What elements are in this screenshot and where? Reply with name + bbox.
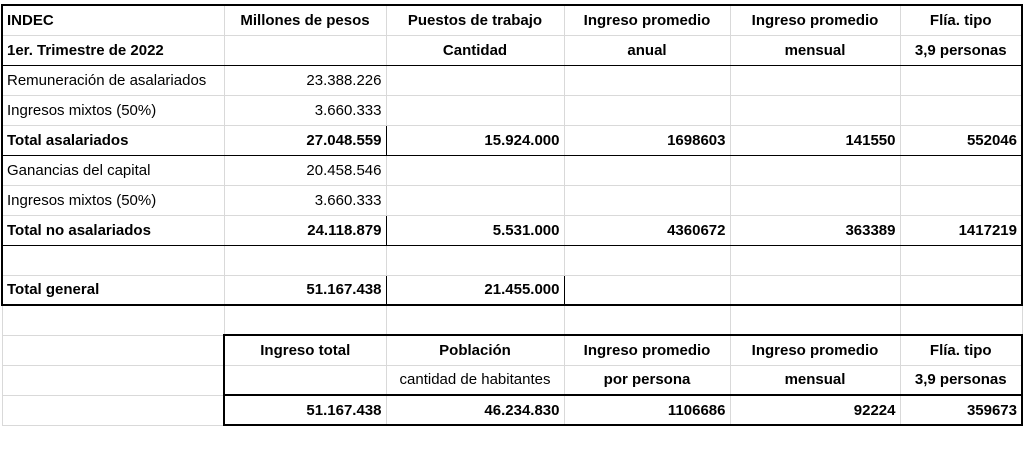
table-row: [2, 215, 1022, 245]
bottom-value-flia[interactable]: 359673: [900, 395, 1022, 425]
bottom-header-flia[interactable]: Flía. tipo: [900, 335, 1022, 365]
cell-empty[interactable]: [730, 275, 900, 305]
table-row: [2, 305, 1022, 335]
cell-empty[interactable]: [564, 155, 730, 185]
cell-millones[interactable]: 20.458.546: [224, 155, 386, 185]
cell-empty[interactable]: [900, 305, 1022, 335]
cell-empty[interactable]: [730, 245, 900, 275]
cell-empty[interactable]: [900, 275, 1022, 305]
table-row: [2, 95, 1022, 125]
row-label[interactable]: Total asalariados: [2, 125, 224, 155]
bottom-header-row: [2, 335, 1022, 365]
cell-empty[interactable]: [386, 305, 564, 335]
bottom-value-por-persona[interactable]: 1106686: [564, 395, 730, 425]
cell-empty[interactable]: [2, 395, 224, 425]
cell-empty[interactable]: [730, 185, 900, 215]
cell-millones[interactable]: 3.660.333: [224, 95, 386, 125]
cell-empty[interactable]: [2, 245, 224, 275]
cell-flia[interactable]: 1417219: [900, 215, 1022, 245]
table-row: [2, 245, 1022, 275]
bottom-value-mensual[interactable]: 92224: [730, 395, 900, 425]
cell-empty[interactable]: [224, 305, 386, 335]
cell-empty[interactable]: [2, 335, 224, 365]
subheader-anual[interactable]: anual: [564, 35, 730, 65]
cell-empty[interactable]: [564, 95, 730, 125]
subheader-row: [2, 35, 1022, 65]
bottom-subheader-row: [2, 365, 1022, 395]
cell-millones[interactable]: 51.167.438: [224, 275, 386, 305]
row-label[interactable]: Ingresos mixtos (50%): [2, 185, 224, 215]
col-header-ingreso-anual[interactable]: Ingreso promedio: [564, 5, 730, 35]
cell-millones[interactable]: 27.048.559: [224, 125, 386, 155]
cell-millones[interactable]: 3.660.333: [224, 185, 386, 215]
cell-millones[interactable]: 24.118.879: [224, 215, 386, 245]
cell-empty[interactable]: [900, 95, 1022, 125]
cell-empty[interactable]: [386, 65, 564, 95]
bottom-value-ingreso-total[interactable]: 51.167.438: [224, 395, 386, 425]
bottom-subheader-ingreso-total[interactable]: [224, 365, 386, 395]
cell-empty[interactable]: [386, 245, 564, 275]
cell-empty[interactable]: [2, 305, 224, 335]
bottom-values-row: [2, 395, 1022, 425]
cell-empty[interactable]: [386, 155, 564, 185]
table-row: [2, 125, 1022, 155]
cell-empty[interactable]: [900, 245, 1022, 275]
data-table: [1, 4, 1023, 426]
table-row: [2, 65, 1022, 95]
table-row: [2, 275, 1022, 305]
cell-empty[interactable]: [386, 185, 564, 215]
cell-empty[interactable]: [730, 95, 900, 125]
cell-puestos[interactable]: 15.924.000: [386, 125, 564, 155]
cell-empty[interactable]: [224, 245, 386, 275]
row-label[interactable]: Ingresos mixtos (50%): [2, 95, 224, 125]
cell-empty[interactable]: [900, 185, 1022, 215]
cell-empty[interactable]: [564, 65, 730, 95]
row-label[interactable]: Ganancias del capital: [2, 155, 224, 185]
cell-empty[interactable]: [2, 365, 224, 395]
cell-empty[interactable]: [730, 305, 900, 335]
cell-empty[interactable]: [900, 155, 1022, 185]
cell-empty[interactable]: [564, 305, 730, 335]
cell-anual[interactable]: 4360672: [564, 215, 730, 245]
col-header-flia[interactable]: Flía. tipo: [900, 5, 1022, 35]
cell-empty[interactable]: [730, 155, 900, 185]
row-label[interactable]: Total general: [2, 275, 224, 305]
row-label[interactable]: Remuneración de asalariados: [2, 65, 224, 95]
col-header-millones[interactable]: Millones de pesos: [224, 5, 386, 35]
col-header-puestos[interactable]: Puestos de trabajo: [386, 5, 564, 35]
bottom-header-poblacion[interactable]: Población: [386, 335, 564, 365]
title-cell[interactable]: INDEC: [2, 5, 224, 35]
cell-empty[interactable]: [564, 245, 730, 275]
cell-puestos[interactable]: 5.531.000: [386, 215, 564, 245]
cell-empty[interactable]: [564, 185, 730, 215]
cell-empty[interactable]: [900, 65, 1022, 95]
subheader-puestos[interactable]: Cantidad: [386, 35, 564, 65]
col-header-ingreso-mensual[interactable]: Ingreso promedio: [730, 5, 900, 35]
subheader-mensual[interactable]: mensual: [730, 35, 900, 65]
period-cell[interactable]: 1er. Trimestre de 2022: [2, 35, 224, 65]
cell-empty[interactable]: [730, 65, 900, 95]
cell-mensual[interactable]: 141550: [730, 125, 900, 155]
bottom-header-ingreso-promedio[interactable]: Ingreso promedio: [564, 335, 730, 365]
bottom-subheader-mensual[interactable]: mensual: [730, 365, 900, 395]
cell-empty[interactable]: [564, 275, 730, 305]
table-row: [2, 185, 1022, 215]
cell-mensual[interactable]: 363389: [730, 215, 900, 245]
subheader-millones[interactable]: [224, 35, 386, 65]
bottom-header-ingreso-mensual[interactable]: Ingreso promedio: [730, 335, 900, 365]
header-row: [2, 5, 1022, 35]
row-label[interactable]: Total no asalariados: [2, 215, 224, 245]
bottom-value-poblacion[interactable]: 46.234.830: [386, 395, 564, 425]
cell-flia[interactable]: 552046: [900, 125, 1022, 155]
table-row: [2, 155, 1022, 185]
bottom-subheader-por-persona[interactable]: por persona: [564, 365, 730, 395]
cell-empty[interactable]: [386, 95, 564, 125]
bottom-subheader-poblacion[interactable]: cantidad de habitantes: [386, 365, 564, 395]
subheader-flia[interactable]: 3,9 personas: [900, 35, 1022, 65]
cell-millones[interactable]: 23.388.226: [224, 65, 386, 95]
cell-puestos[interactable]: 21.455.000: [386, 275, 564, 305]
bottom-subheader-flia[interactable]: 3,9 personas: [900, 365, 1022, 395]
cell-anual[interactable]: 1698603: [564, 125, 730, 155]
bottom-header-ingreso-total[interactable]: Ingreso total: [224, 335, 386, 365]
